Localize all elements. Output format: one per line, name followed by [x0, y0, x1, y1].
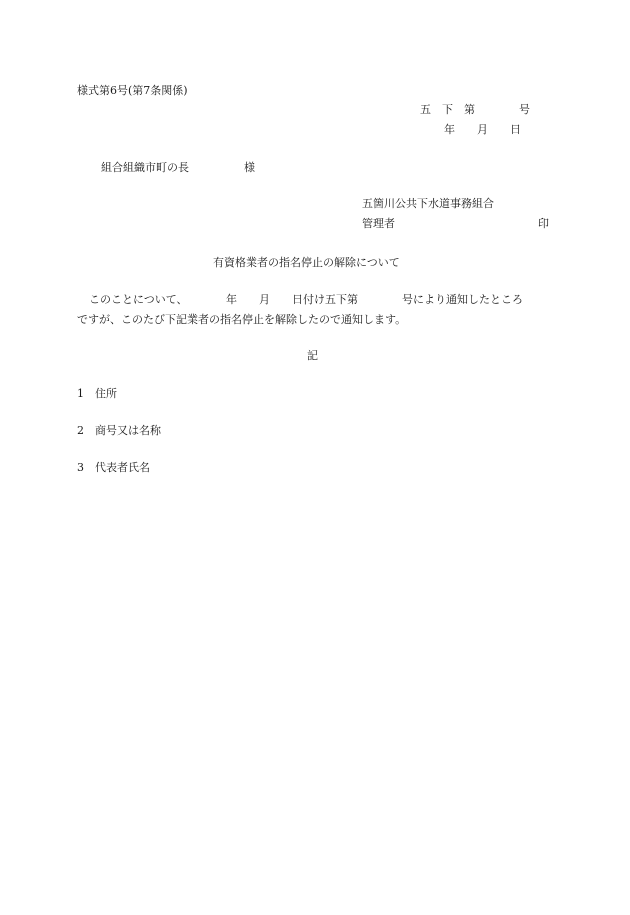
ki-heading: 記	[307, 349, 318, 362]
sender-organization: 五箇川公共下水道事務組合	[362, 197, 494, 210]
sender-role: 管理者 印	[362, 217, 549, 230]
form-label: 様式第6号(第7条関係)	[77, 84, 188, 97]
document-number: 五 下 第 号	[420, 103, 530, 116]
document-title: 有資格業者の指名停止の解除について	[213, 256, 400, 269]
list-item-representative: 3 代表者氏名	[77, 461, 150, 474]
list-item-company-name: 2 商号又は名称	[77, 424, 161, 437]
addressee: 組合組織市町の長 様	[101, 161, 255, 174]
document-date: 年 月 日	[444, 123, 521, 136]
list-item-address: 1 住所	[77, 387, 117, 400]
body-text-line-2: ですが、このたび下記業者の指名停止を解除したので通知します。	[77, 313, 407, 326]
body-text-line-1: このことについて、 年 月 日付け五下第 号により通知したところ	[89, 293, 524, 306]
